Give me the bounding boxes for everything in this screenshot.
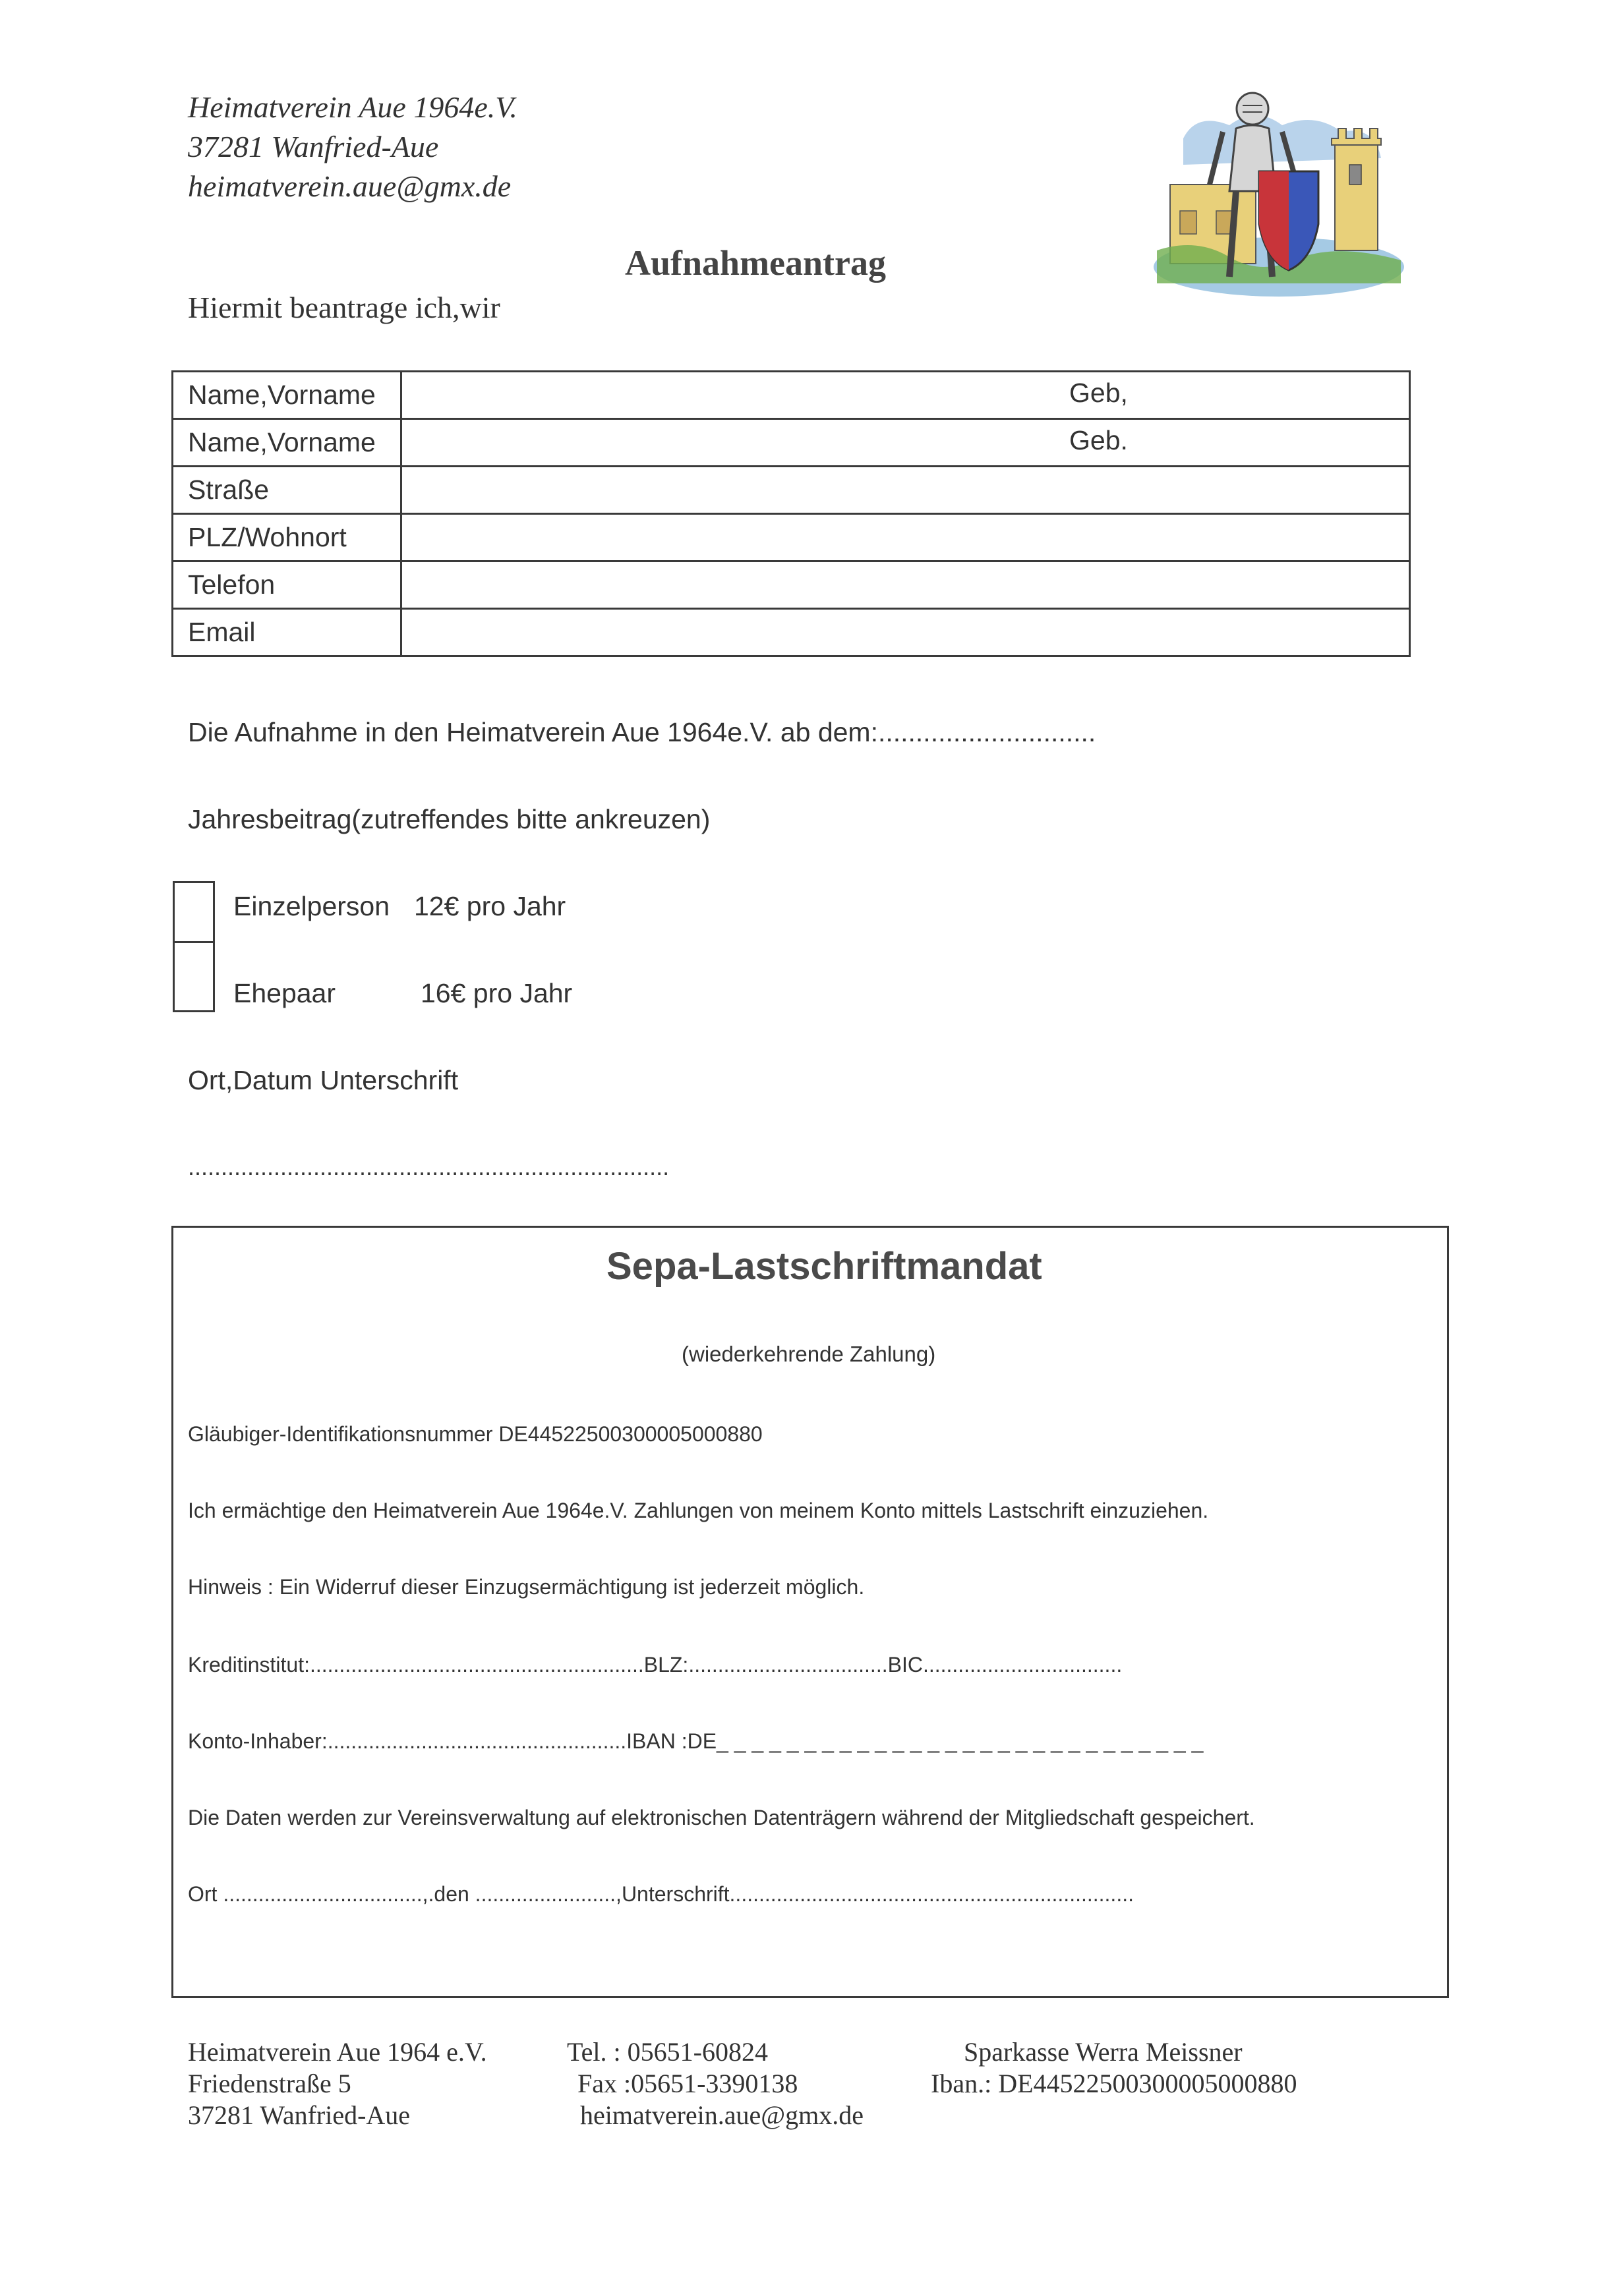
creditor-id: Gläubiger-Identifikationsnummer DE44522500300005000880 [188, 1422, 763, 1446]
phone-field[interactable] [401, 561, 1410, 609]
couple-checkbox[interactable] [173, 941, 215, 1012]
table-row [173, 609, 1410, 656]
footer-email: heimatverein.aue@gmx.de [580, 2100, 864, 2130]
footer-org-name: Heimatverein Aue 1964 e.V. [188, 2037, 487, 2067]
footer-phone: Tel. : 05651-60824 [567, 2037, 768, 2067]
signature-line[interactable]: ......................................................................... [188, 1153, 670, 1180]
applicant-table [171, 370, 1411, 657]
row-label: PLZ/Wohnort [173, 514, 401, 561]
option-price: 16€ pro Jahr [421, 978, 573, 1008]
email-field[interactable] [401, 609, 1410, 656]
account-holder-iban-line[interactable]: Konto-Inhaber:...................................................IBAN :DE_ _ _ _ _ _ _ _ _ _ _ _ _ _ _ _ _ _ _ _ _ _ _ _ _ _ _ _ [188, 1729, 1204, 1753]
table-row [173, 514, 1410, 561]
knight-with-castle-crest-icon [1144, 86, 1414, 310]
page-title: Aufnahmeantrag [625, 243, 887, 283]
birthdate-label: Geb. [1069, 425, 1128, 455]
name-field-2[interactable] [401, 419, 1410, 467]
intro-text: Hiermit beantrage ich,wir [188, 291, 500, 324]
start-date-line: Die Aufnahme in den Heimatverein Aue 1964e.V. ab dem:............................. [188, 717, 1096, 747]
org-name: Heimatverein Aue 1964e.V. [188, 90, 517, 124]
street-field[interactable] [401, 467, 1410, 514]
table-row [173, 372, 1410, 419]
footer-city: 37281 Wanfried-Aue [188, 2100, 411, 2130]
revocation-note: Hinweis : Ein Widerruf dieser Einzugsermächtigung ist jederzeit möglich. [188, 1575, 865, 1599]
birthdate-label: Geb, [1069, 378, 1128, 408]
row-label: Email [173, 609, 401, 656]
name-field-1[interactable] [401, 372, 1410, 419]
zip-city-field[interactable] [401, 514, 1410, 561]
row-label: Telefon [173, 561, 401, 609]
org-city: 37281 Wanfried-Aue [188, 130, 439, 163]
table-row [173, 561, 1410, 609]
footer-street: Friedenstraße 5 [188, 2069, 351, 2098]
bank-details-line[interactable]: Kreditinstitut:.........................................................BLZ:..................................BIC.................................. [188, 1653, 1123, 1677]
signature-label: Ort,Datum Unterschrift [188, 1065, 459, 1095]
single-person-checkbox[interactable] [173, 881, 215, 943]
org-email: heimatverein.aue@gmx.de [188, 169, 512, 203]
authorization-text: Ich ermächtige den Heimatverein Aue 1964e.V. Zahlungen von meinem Konto mittels Lastschrift einzuziehen. [188, 1499, 1209, 1522]
privacy-note: Die Daten werden zur Vereinsverwaltung auf elektronischen Datenträgern während der Mitgliedschaft gespeichert. [188, 1806, 1255, 1829]
footer-bank: Sparkasse Werra Meissner [964, 2037, 1243, 2067]
footer-iban: Iban.: DE44522500300005000880 [931, 2069, 1297, 2098]
option-label: Ehepaar [233, 978, 336, 1008]
place-date-signature-line[interactable]: Ort ..................................,.den ........................,Unterschrift..................................................................... [188, 1882, 1134, 1906]
row-label: Name,Vorname [173, 372, 401, 419]
option-label: Einzelperson [233, 891, 390, 921]
table-row [173, 467, 1410, 514]
fee-heading: Jahresbeitrag(zutreffendes bitte ankreuzen) [188, 804, 711, 834]
row-label: Name,Vorname [173, 419, 401, 467]
table-row [173, 419, 1410, 467]
row-label: Straße [173, 467, 401, 514]
sepa-title: Sepa-Lastschriftmandat [606, 1245, 1042, 1288]
sepa-subtitle: (wiederkehrende Zahlung) [682, 1342, 936, 1366]
option-price: 12€ pro Jahr [414, 891, 566, 921]
footer-fax: Fax :05651-3390138 [577, 2069, 798, 2098]
